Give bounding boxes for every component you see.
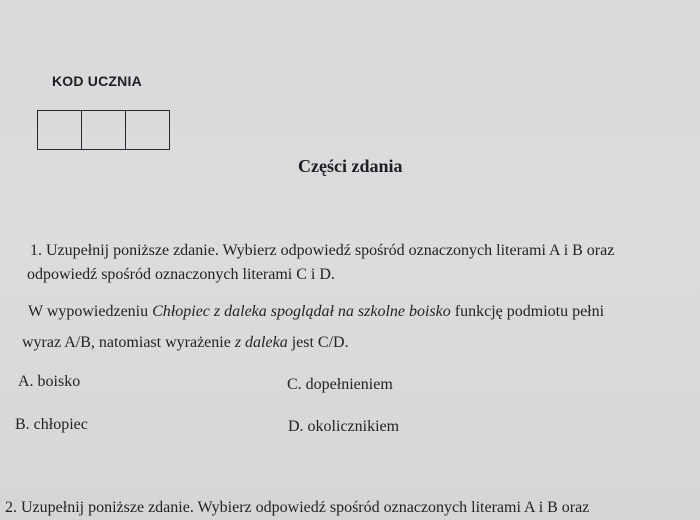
student-code-label: KOD UCZNIA: [52, 73, 142, 89]
question-1-sentence: [28, 303, 604, 321]
question-1-line-4: [22, 334, 349, 352]
line-4-start: wyraz A/B, natomiast wyrażenie: [22, 334, 231, 351]
sentence-mid: funkcję podmiotu pełni: [454, 303, 605, 320]
question-1-line-1: 1. Uzupełnij poniższe zdanie. Wybierz odpowiedź spośród oznaczonych literami A i B oraz: [30, 242, 615, 259]
page-title: Części zdania: [298, 156, 403, 176]
student-code-box-1[interactable]: [38, 111, 82, 149]
line-4-end: jest C/D.: [291, 334, 349, 351]
sentence-intro: W wypowiedzeniu: [28, 303, 149, 320]
student-code-boxes: [37, 110, 170, 150]
option-a[interactable]: A. boisko: [18, 373, 81, 390]
option-d[interactable]: D. okolicznikiem: [288, 418, 400, 435]
option-c[interactable]: C. dopełnieniem: [287, 376, 393, 393]
example-sentence: Chłopiec z daleka spoglądał na szkolne boisko: [152, 303, 451, 320]
option-b[interactable]: B. chłopiec: [15, 416, 88, 433]
question-1-line-2: odpowiedź spośród oznaczonych literami C i D.: [27, 266, 335, 283]
line-4-phrase: z daleka: [234, 334, 288, 351]
question-2-line-1: 2. Uzupełnij poniższe zdanie. Wybierz odpowiedź spośród oznaczonych literami A i B oraz: [5, 499, 590, 516]
student-code-box-3[interactable]: [126, 111, 169, 149]
student-code-box-2[interactable]: [82, 111, 126, 149]
